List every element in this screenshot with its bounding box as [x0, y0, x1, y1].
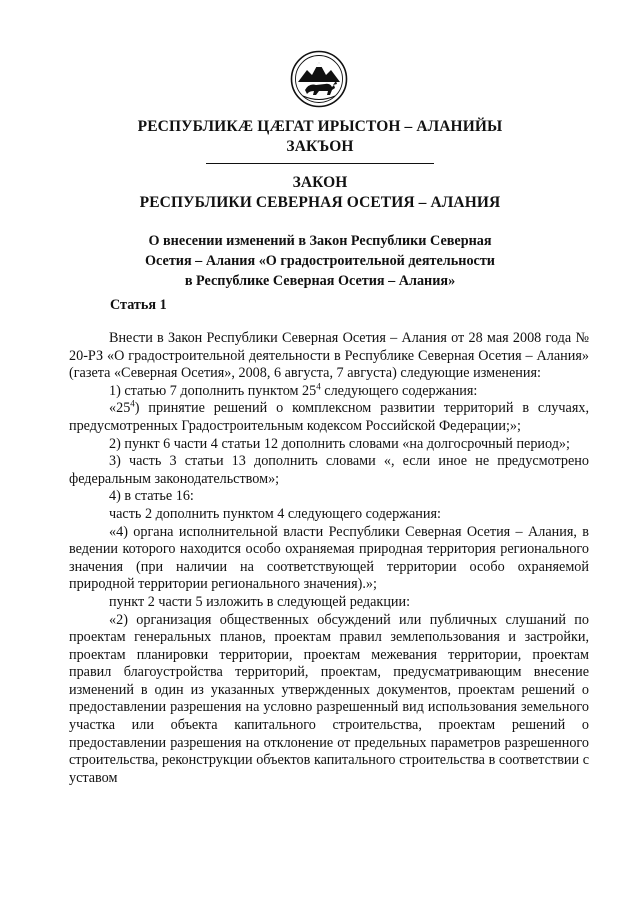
- amendment-item: 1) статью 7 дополнить пунктом $25^4$ следующего содержания:: [109, 381, 478, 399]
- law-label-russian: ЗАКОН: [292, 174, 348, 191]
- amendment-item: 4) в статье 16:: [109, 488, 194, 505]
- law-title-line: Осетия – Алания «О градостроительной деятельности: [145, 253, 495, 269]
- republic-name-ossetian: РЕСПУБЛИКӔ ЦӔГАТ ИРЫСТОН – АЛАНИЙЫ: [137, 118, 503, 135]
- law-title-line: в Республике Северная Осетия – Алания»: [184, 273, 456, 289]
- article-heading: Статья 1: [110, 297, 167, 313]
- amendment-item: 3) часть 3 статьи 13 дополнить словами «, если иное не предусмотрено федеральным законодательством»;: [69, 453, 589, 487]
- amendment-item: «2) организация общественных обсуждений или публичных слушаний по проектам генеральных планов, проектам правил землепользования и застройки, проектам планировки территории, проектам межевания территории, проектам правил благоустройства территорий, проектам, предусматривающим внесение изменений в один из указанных утвержденных документов, проектам решений о предоставлении разрешения на условно разрешенный вид использования земельного участка или объекта капитального строительства, проектам решений о предоставлении разрешения на отклонение от предельных параметров разрешенного строительства, реконструкции объектов капитального строительства в соответствии с уставом: [69, 611, 589, 786]
- amendment-item: пункт 2 части 5 изложить в следующей редакции:: [109, 593, 411, 610]
- header-divider: [206, 163, 434, 164]
- republic-name-russian: РЕСПУБЛИКИ СЕВЕРНАЯ ОСЕТИЯ – АЛАНИЯ: [139, 194, 501, 211]
- amendment-item: 2) пункт 6 части 4 статьи 12 дополнить словами «на долгосрочный период»;: [109, 435, 570, 452]
- article-body: [69, 330, 589, 787]
- law-title-line: О внесении изменений в Закон Республики Северная: [148, 233, 492, 249]
- coat-of-arms-emblem: [290, 50, 348, 108]
- law-label-ossetian: ЗАКЪОН: [286, 138, 354, 155]
- amendment-item: «$25^4$) принятие решений о комплексном развитии территорий в случаях, предусмотренных Градостроительным кодексом Российской Федерации;»;: [69, 398, 589, 434]
- amendment-item: часть 2 дополнить пунктом 4 следующего содержания:: [109, 505, 441, 522]
- amendment-item: «4) органа исполнительной власти Республики Северная Осетия – Алания, в ведении которого находится особо охраняемая природная территория регионального значения (при наличии на соответствующей территории особо охраняемой природной территории регионального значения).»;: [69, 523, 589, 593]
- law-title: [0, 231, 640, 291]
- intro-paragraph: Внести в Закон Республики Северная Осетия – Алания от 28 мая 2008 года № 20-РЗ «О градостроительной деятельности в Республике Северная Осетия – Алания» (газета «Северная Осетия», 2008, 6 августа, 7 августа) следующие изменения:: [69, 330, 589, 382]
